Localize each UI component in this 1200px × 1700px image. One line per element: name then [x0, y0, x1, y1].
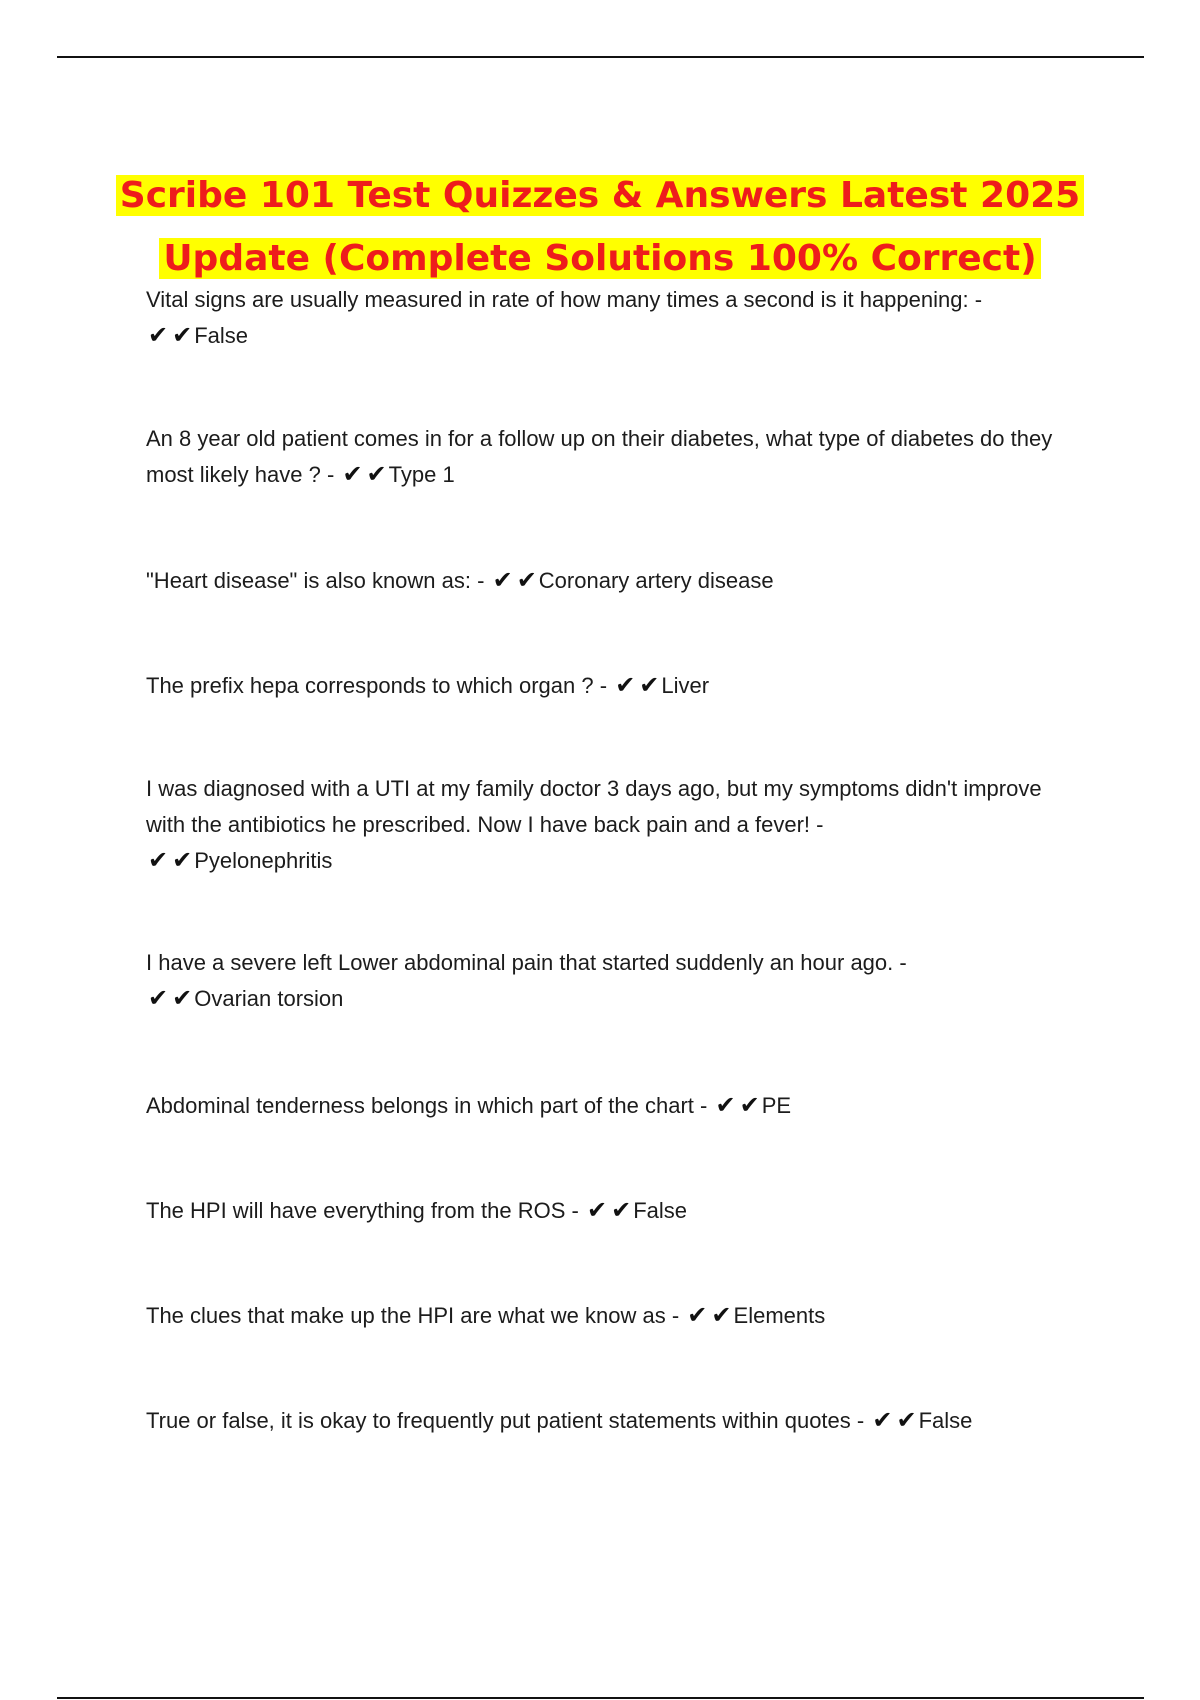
check-icon: ✔ — [172, 321, 193, 349]
answer-checks — [146, 848, 194, 873]
answer-text: False — [633, 1198, 687, 1223]
qa-item-10 — [146, 1403, 1136, 1439]
question-text: I have a severe left Lower abdominal pain that started suddenly an hour ago. — [146, 950, 894, 975]
answer-checks — [870, 1408, 918, 1433]
answer-checks — [585, 1198, 633, 1223]
answer-text: False — [918, 1408, 973, 1433]
answer-checks — [685, 1303, 733, 1328]
check-icon: ✔ — [148, 321, 169, 349]
separator: - — [671, 1303, 680, 1328]
answer-checks — [713, 1093, 761, 1118]
answer-checks — [613, 673, 661, 698]
check-icon: ✔ — [148, 984, 169, 1012]
answer-checks — [491, 568, 539, 593]
separator: - — [700, 1093, 708, 1118]
check-icon: ✔ — [148, 846, 169, 874]
check-icon: ✔ — [687, 1301, 708, 1329]
answer-text: Pyelonephritis — [194, 848, 333, 873]
question-text: The clues that make up the HPI are what we know as — [146, 1303, 666, 1328]
question-text: I was diagnosed with a UTI at my family doctor 3 days ago, but my symptoms didn't improve with the antibiotics he prescribed. Now I have back pain and a fever! — [146, 776, 1042, 837]
top-rule — [57, 56, 1144, 58]
answer-checks — [340, 462, 388, 487]
qa-item-2 — [146, 421, 1086, 493]
answer-text: Ovarian torsion — [194, 986, 344, 1011]
qa-item-8 — [146, 1193, 1086, 1229]
separator: - — [326, 462, 335, 487]
title-line-1 — [0, 164, 1200, 227]
question-text: An 8 year old patient comes in for a follow up on their diabetes, what type of diabetes do they most likely have ? — [146, 426, 1053, 487]
question-text: "Heart disease" is also known as: — [146, 568, 471, 593]
check-icon: ✔ — [872, 1406, 893, 1434]
question-text: The HPI will have everything from the ROS — [146, 1198, 566, 1223]
document-title — [0, 164, 1200, 290]
separator: - — [599, 673, 608, 698]
separator: - — [571, 1198, 579, 1223]
title-line-2 — [0, 227, 1200, 290]
bottom-rule — [57, 1697, 1144, 1699]
separator: - — [816, 812, 824, 837]
answer-text: Coronary artery disease — [538, 568, 774, 593]
answer-checks — [146, 986, 194, 1011]
qa-item-9 — [146, 1298, 1086, 1334]
question-text: Vital signs are usually measured in rate of how many times a second is it happening: — [146, 287, 969, 312]
check-icon: ✔ — [715, 1091, 736, 1119]
answer-text: Type 1 — [388, 462, 455, 487]
qa-item-3 — [146, 563, 1086, 599]
separator: - — [899, 950, 907, 975]
check-icon: ✔ — [611, 1196, 632, 1224]
check-icon: ✔ — [342, 460, 363, 488]
separator: - — [856, 1408, 865, 1433]
qa-item-6 — [146, 945, 1086, 1017]
check-icon: ✔ — [172, 846, 193, 874]
qa-item-5 — [146, 771, 1086, 879]
check-icon: ✔ — [615, 671, 636, 699]
separator: - — [477, 568, 485, 593]
check-icon: ✔ — [586, 1196, 608, 1224]
answer-text: Liver — [661, 673, 710, 698]
qa-item-7 — [146, 1088, 1086, 1124]
separator: - — [974, 287, 983, 312]
check-icon: ✔ — [896, 1406, 917, 1434]
question-text: The prefix hepa corresponds to which organ ? — [146, 673, 594, 698]
check-icon: ✔ — [639, 671, 660, 699]
check-icon: ✔ — [711, 1301, 732, 1329]
check-icon: ✔ — [739, 1091, 760, 1119]
check-icon: ✔ — [516, 566, 537, 594]
question-text: Abdominal tenderness belongs in which part of the chart — [146, 1093, 694, 1118]
title-line-2-text: Update (Complete Solutions 100% Correct) — [159, 238, 1040, 279]
qa-item-4 — [146, 668, 1086, 704]
answer-checks — [146, 323, 194, 348]
check-icon: ✔ — [492, 566, 513, 594]
question-text: True or false, it is okay to frequently put patient statements within quotes — [146, 1408, 851, 1433]
answer-text: False — [194, 323, 249, 348]
answer-text: Elements — [733, 1303, 826, 1328]
qa-item-1 — [146, 282, 1086, 354]
check-icon: ✔ — [172, 984, 193, 1012]
answer-text: PE — [761, 1093, 792, 1118]
title-line-1-text: Scribe 101 Test Quizzes & Answers Latest 2025 — [116, 175, 1084, 216]
check-icon: ✔ — [366, 460, 387, 488]
